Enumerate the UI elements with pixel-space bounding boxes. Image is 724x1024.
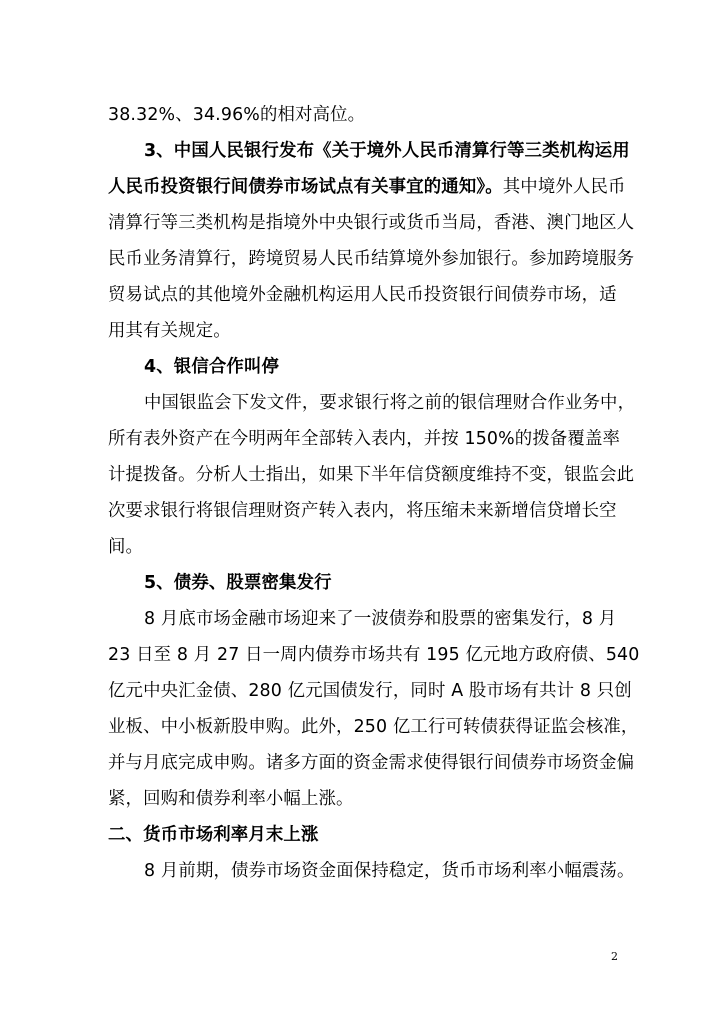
paragraph-line: 民币业务清算行，跨境贸易人民币结算境外参加银行。参加跨境服务 — [108, 249, 635, 269]
section-heading-3: 3、中国人民银行发布《关于境外人民币清算行等三类机构运用 — [144, 141, 630, 161]
paragraph-line: 8 月前期，债券市场资金面保持稳定，货币市场利率小幅震荡。 — [144, 861, 635, 881]
page-number: 2 — [611, 950, 618, 963]
paragraph-line: 计提拨备。分析人士指出，如果下半年信贷额度维持不变，银监会此 — [108, 465, 635, 485]
chapter-heading-2: 二、货币市场利率月末上涨 — [108, 825, 319, 845]
paragraph-line: 贸易试点的其他境外金融机构运用人民币投资银行间债券市场，适 — [108, 285, 617, 305]
paragraph-line — [108, 169, 626, 205]
paragraph-line: 间。 — [108, 537, 144, 557]
section-heading-4: 4、银信合作叫停 — [144, 357, 280, 377]
paragraph-line: 38.32%、34.96%的相对高位。 — [108, 105, 366, 125]
paragraph-text: 其中境外人民币 — [502, 177, 626, 197]
section-heading-5: 5、债券、股票密集发行 — [144, 573, 332, 593]
paragraph-line: 并与月底完成申购。诸多方面的资金需求使得银行间债券市场资金偏 — [108, 753, 635, 773]
document-body — [108, 97, 640, 889]
paragraph-line: 清算行等三类机构是指境外中央银行或货币当局，香港、澳门地区人 — [108, 213, 635, 233]
paragraph-line: 8 月底市场金融市场迎来了一波债券和股票的密集发行，8 月 — [144, 609, 617, 629]
paragraph-line: 23 日至 8 月 27 日一周内债券市场共有 195 亿元地方政府债、540 — [108, 645, 640, 665]
paragraph-line: 中国银监会下发文件，要求银行将之前的银信理财合作业务中， — [144, 393, 636, 413]
paragraph-line: 所有表外资产在今明两年全部转入表内，并按 150%的拨备覆盖率 — [108, 429, 621, 449]
section-heading-3-continued: 人民币投资银行间债券市场试点有关事宜的通知》。 — [108, 177, 503, 197]
paragraph-line: 亿元中央汇金债、280 亿元国债发行，同时 A 股市场有共计 8 只创 — [108, 681, 632, 701]
paragraph-line: 紧，回购和债券利率小幅上涨。 — [108, 789, 354, 809]
paragraph-line: 用其有关规定。 — [108, 321, 231, 341]
paragraph-line: 业板、中小板新股申购。此外，250 亿工行可转债获得证监会核准， — [108, 717, 639, 737]
paragraph-line: 次要求银行将银信理财资产转入表内，将压缩未来新增信贷增长空 — [108, 501, 617, 521]
